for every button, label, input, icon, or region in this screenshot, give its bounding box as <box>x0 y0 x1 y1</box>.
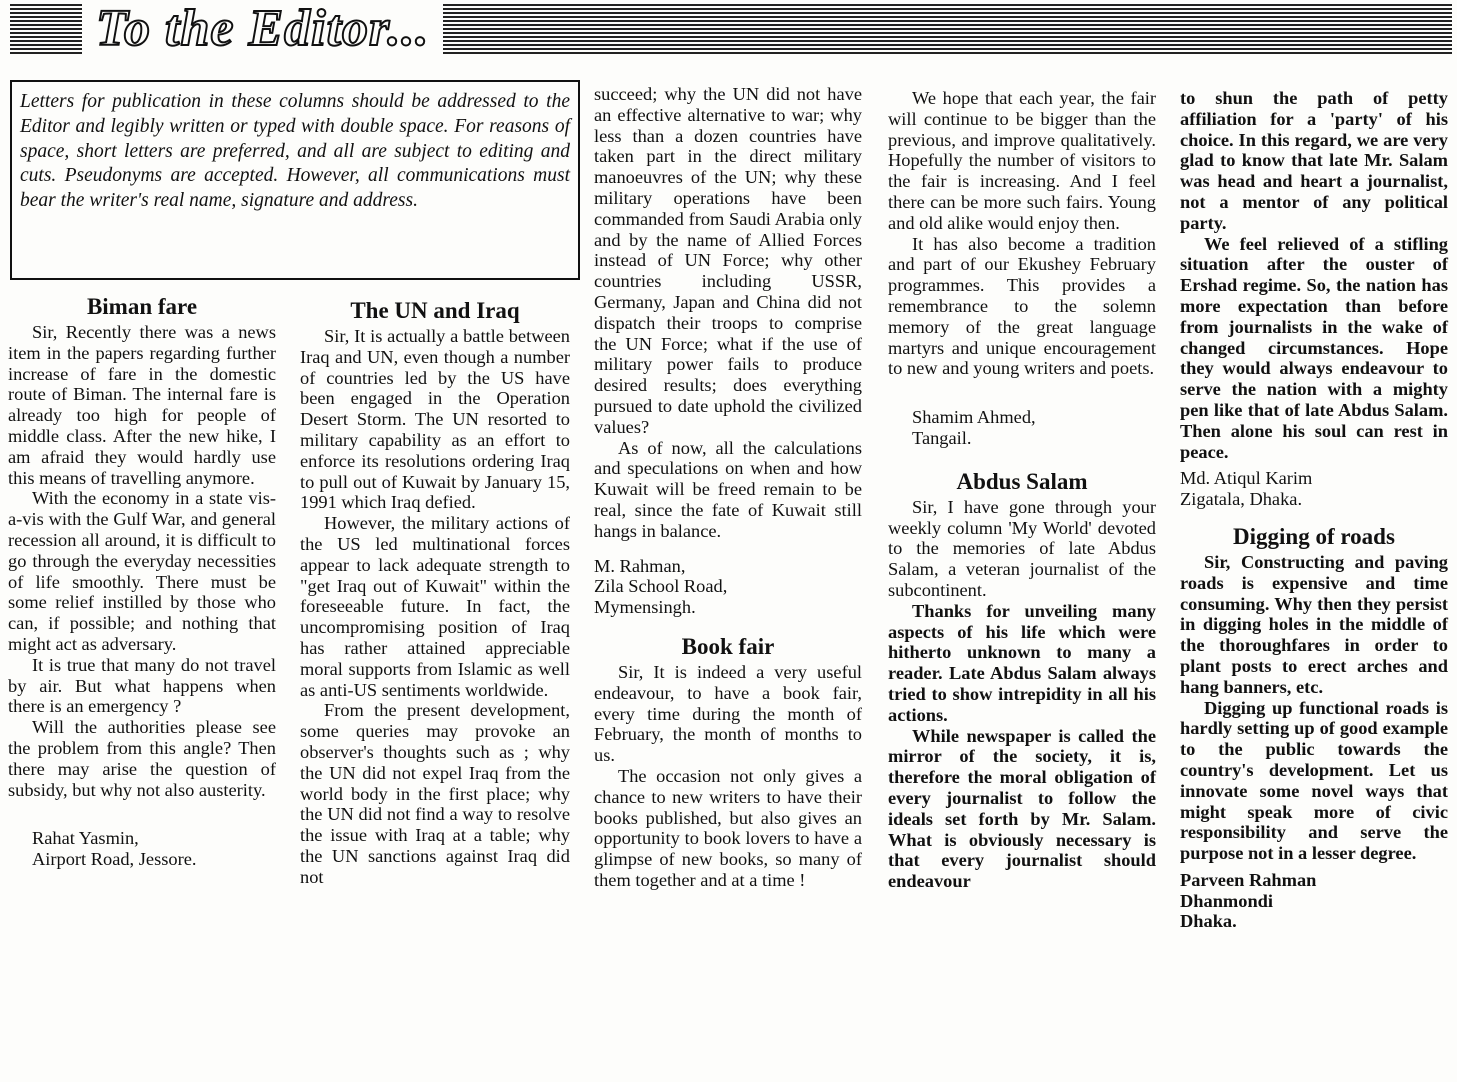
letter-paragraph-continued: to shun the path of petty affiliation for a 'party' of his choice. In this regard, we are very glad to know that late Mr. Salam was head and heart a journalist, not a mentor of any political party. <box>1180 88 1448 233</box>
signature-name: Md. Atiqul Karim <box>1180 468 1313 489</box>
letter-paragraph: It is true that many do not travel by air. But what happens when there is an emergency ? <box>8 654 276 717</box>
letter-paragraph: Sir, Constructing and paving roads is expensive and time consuming. Why then they persist in digging holes in the middle of the thoroughfares in order to plant posts to erect arches and hang banners, etc. <box>1180 551 1448 697</box>
letter-paragraph: Sir, I have gone through your weekly column 'My World' devoted to the memories of late Abdus Salam, a veteran journalist of the subcontinent. <box>888 496 1156 600</box>
column-2 <box>300 296 570 888</box>
signature-area: Dhanmondi <box>1180 890 1274 911</box>
letter-title-digging-roads: Digging of roads <box>1233 523 1395 549</box>
column-3 <box>594 84 862 891</box>
letter-paragraph: As of now, all the calculations and speculations on when and how Kuwait will be freed remain to be real, since the fate of Kuwait still hangs in balance. <box>594 437 862 541</box>
letter-paragraph: We feel relieved of a stifling situation after the ouster of Ershad regime. So, the nation has more expectation than before from journalists in the wake of changed circumstances. Hope they would always endeavour to serve the nation with a mighty pen like that of late Abdus Salam. Then alone his soul can rest in peace. <box>1180 233 1448 462</box>
letter-paragraph: Thanks for unveiling many aspects of his life which were hitherto unknown to many a reader. Late Abdus Salam always tried to show intrepidity in all his actions. <box>888 600 1156 725</box>
signature-place: Zigatala, Dhaka. <box>1180 489 1303 510</box>
signature-place: Mymensingh. <box>594 597 696 618</box>
column-4 <box>888 88 1156 892</box>
letter-paragraph: From the present development, some queries may provoke an observer's thoughts such as ; why the UN did not expel Iraq from the world body in the first place; why the UN did not find a way to resolve the issue with Iraq at a table; why the UN sanctions against Iraq did not <box>300 700 570 887</box>
letter-paragraph: Sir, It is actually a battle between Iraq and UN, even though a number of countries led by the US have been engaged in the Operation Desert Storm. The UN resorted to military capability as an effort to enforce its resolutions ordering Iraq to pull out of Kuwait by January 15, 1991 which Iraq defied. <box>300 326 570 513</box>
letter-paragraph: It has also become a tradition and part of our Ekushey February programmes. This provides a remembrance to the solemn memory of the great language martyrs and unique encouragement to new and young writers and poets. <box>888 233 1156 379</box>
signature-place: Tangail. <box>912 427 972 448</box>
letter-paragraph: While newspaper is called the mirror of the society, it is, therefore the moral obligation of every journalist to follow the ideals set forth by Mr. Salam. What is obviously necessary is that every journalist should endeavour <box>888 725 1156 892</box>
letter-paragraph: Sir, Recently there was a news item in the papers regarding further increase of fare in the domestic route of Biman. The internal fare is already too high for people of middle class. After the new hike, I am afraid they would hardly use this means of travelling anymore. <box>8 322 276 488</box>
letter-paragraph: Digging up functional roads is hardly setting up of good example to the public towards the country's development. Let us innovate some novel ways that might speak more of civic responsibility and serve the purpose not in a lesser degree. <box>1180 697 1448 864</box>
letter-paragraph: Will the authorities please see the problem from this angle? Then there may arise the question of subsidy, but why not also austerity. <box>8 717 276 800</box>
section-title: To the Editor... <box>82 0 443 60</box>
signature-name: Shamim Ahmed, <box>912 407 1036 428</box>
letter-paragraph: The occasion not only gives a chance to new writers to have their books published, but also gives an opportunity to book lovers to have a glimpse of new books, so many of them together and at a time ! <box>594 765 862 890</box>
signature-name: Parveen Rahman <box>1180 869 1317 890</box>
abdus-salam-body <box>888 497 1156 892</box>
letter-title-abdus-salam: Abdus Salam <box>956 468 1088 494</box>
letter-paragraph: With the economy in a state vis-a-vis with the Gulf War, and general recession all around, it is difficult to go through the everyday necessities of life smoothly. There must be some relief instilled by those who can, if possible; and nothing that might act as adversary. <box>8 488 276 654</box>
signature-name: M. Rahman, <box>594 555 686 576</box>
letter-title-un-iraq: The UN and Iraq <box>350 298 520 323</box>
letter-paragraph: Sir, It is indeed a very useful endeavour, to have a book fair, every time during the month of February, the month of months to us. <box>594 661 862 766</box>
letter-paragraph: We hope that each year, the fair will continue to be bigger than the previous, and improve qualitatively. Hopefully the number of visitors to the fair is increasing. And I feel there can be more such fairs. Young and old alike would enjoy then. <box>888 88 1156 233</box>
column-5 <box>1180 88 1448 932</box>
letter-paragraph: However, the military actions of the US led multinational forces appear to lack adequate strength to "get Iraq out of Kuwait" within the foreseeable future. In fact, the uncompromising position of Iraq has rather attained appreciable moral supports from Islamic as well as anti-US sentiments worldwide. <box>300 513 570 700</box>
column-1 <box>8 292 276 870</box>
signature-place: Airport Road, Jessore. <box>32 849 197 870</box>
signature-city: Dhaka. <box>1180 911 1237 932</box>
submission-notice: Letters for publication in these columns should be addressed to the Editor and legibly written or typed with double space. For reasons of space, short letters are preferred, and all are subject to editing and cuts. Pseudonyms are accepted. However, all communications must bear the writer's real name, signature and address. <box>10 80 580 280</box>
signature-street: Zila School Road, <box>594 576 728 597</box>
masthead-banner <box>10 0 1452 57</box>
signature-name: Rahat Yasmin, <box>32 828 139 849</box>
letter-title-biman-fare: Biman fare <box>86 294 198 319</box>
letter-title-book-fair: Book fair <box>681 633 775 659</box>
letter-paragraph-continued: succeed; why the UN did not have an effective alternative to war; why less than a dozen countries have taken part in the direct military manoeuvres of the UN; why these military operations have been commanded from Saudi Arabia only and by the name of Allied Forces instead of UN Force; why other countries including USSR, Germany, Japan and China did not dispatch their troops to comprise the UN Force; what if the use of military power fails to produce desired results; does everything pursued to date uphold the civilized values? <box>594 84 862 437</box>
